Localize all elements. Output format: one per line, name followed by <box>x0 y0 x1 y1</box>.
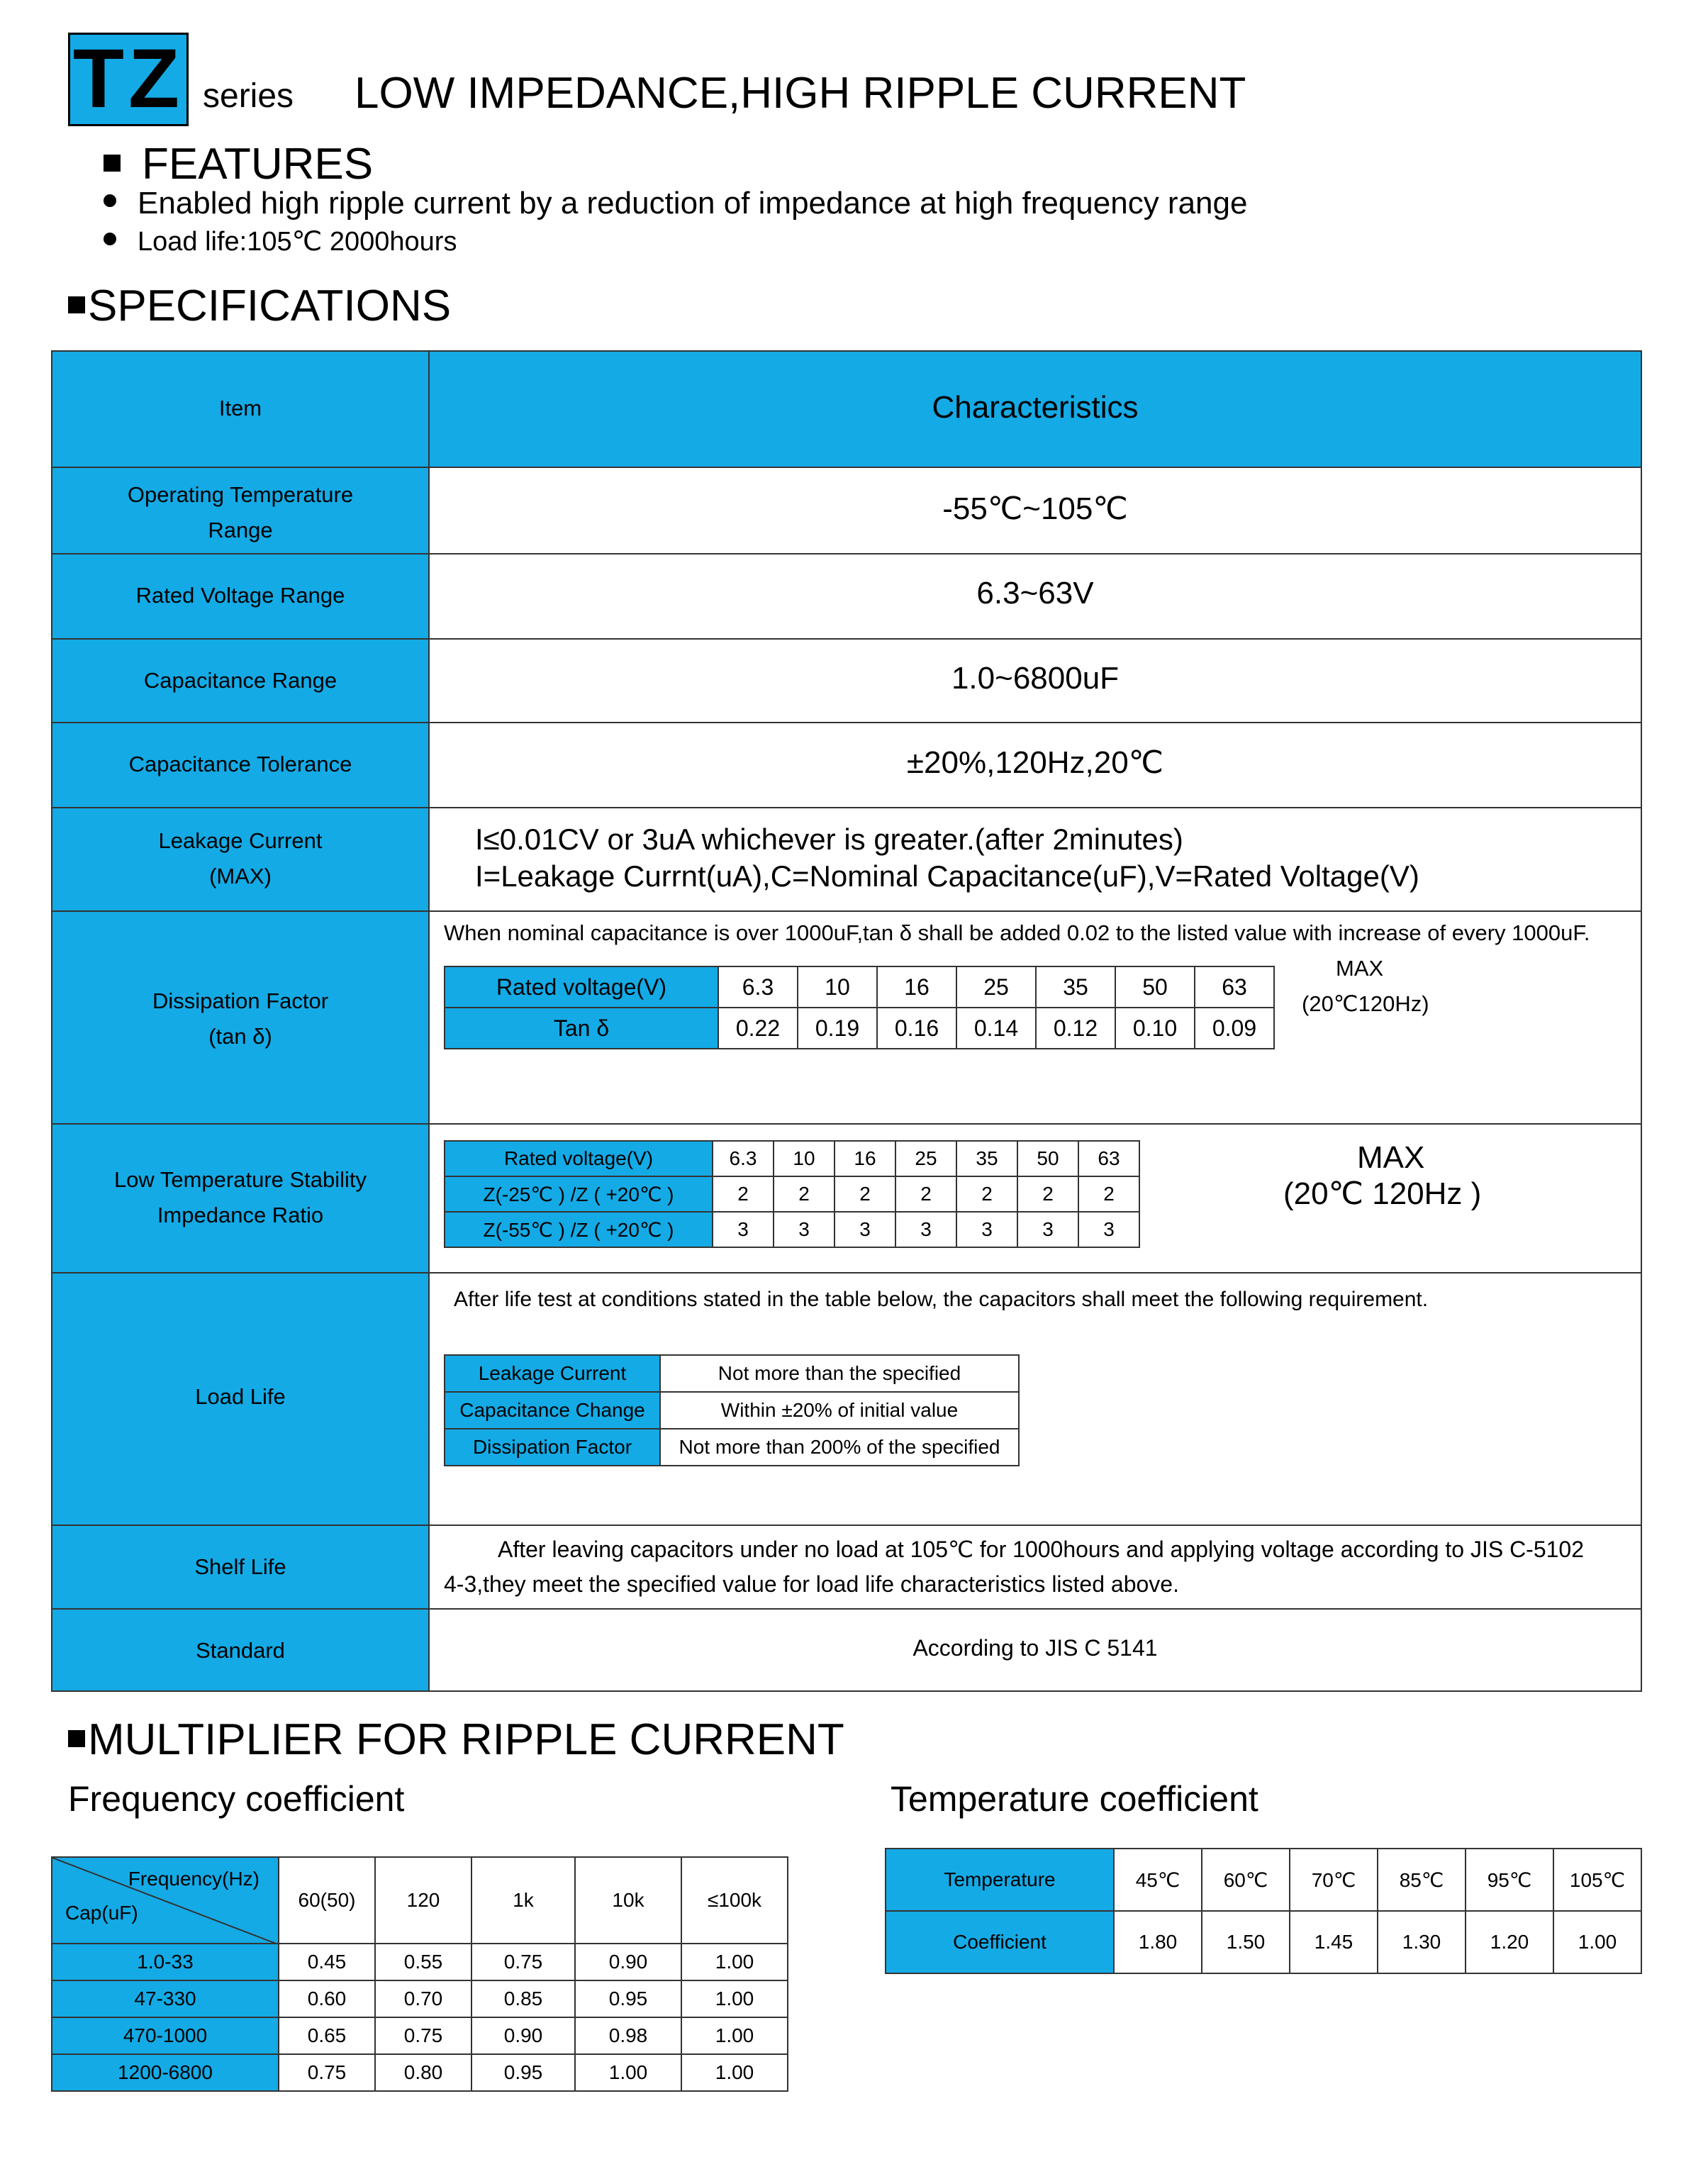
table-cell: 16 <box>835 1141 895 1176</box>
dissipation-condition: (20℃120Hz) <box>1302 991 1429 1016</box>
load-life-note: After life test at conditions stated in the table below, the capacitors shall meet the following requirement. <box>454 1288 1429 1311</box>
table-cell: Z(-25℃ ) /Z ( +20℃ ) <box>445 1176 713 1212</box>
table-cell: 25 <box>956 966 1036 1008</box>
frequency-coefficient-title: Frequency coefficient <box>68 1779 405 1819</box>
table-cell: 1.00 <box>681 1980 788 2017</box>
low-temp-label-2: Impedance Ratio <box>157 1203 324 1227</box>
table-cell: 0.98 <box>575 2017 681 2054</box>
table-cell: 3 <box>1078 1212 1139 1247</box>
table-cell: Rated voltage(V) <box>445 966 718 1008</box>
row-divider <box>52 807 1641 808</box>
table-cell: 0.95 <box>575 1980 681 2017</box>
table-cell: 3 <box>895 1212 956 1247</box>
dissipation-label-2: (tan δ) <box>208 1024 272 1049</box>
table-header: 120 <box>375 1857 471 1944</box>
capacitance-range-value: 1.0~6800uF <box>951 661 1120 696</box>
table-header: 60(50) <box>279 1857 375 1944</box>
dissipation-label: Dissipation Factor <box>152 988 329 1013</box>
table-cell: Not more than the specified <box>660 1355 1019 1392</box>
feature-item <box>104 186 1247 221</box>
square-bullet-icon <box>68 1730 85 1747</box>
table-cell: 6.3 <box>713 1141 774 1176</box>
load-life-table <box>444 1354 1020 1466</box>
row-divider <box>52 1608 1641 1610</box>
table-row <box>52 2054 788 2091</box>
table-cell: 2 <box>956 1176 1017 1212</box>
low-temp-table <box>444 1140 1140 1248</box>
table-cell: 2 <box>1078 1176 1139 1212</box>
series-logo: TZ <box>68 33 189 126</box>
row-divider <box>52 1123 1641 1125</box>
specifications-table <box>51 350 1642 1692</box>
row-divider <box>52 1525 1641 1526</box>
table-cell: 0.95 <box>471 2054 575 2091</box>
table-cell: Not more than 200% of the specified <box>660 1429 1019 1466</box>
table-cell: 0.12 <box>1036 1008 1115 1049</box>
table-cell: 0.75 <box>279 2054 375 2091</box>
leakage-label-2: (MAX) <box>209 864 272 888</box>
load-life-label: Load Life <box>195 1384 286 1409</box>
row-divider <box>52 1272 1641 1273</box>
table-header: 45℃ <box>1114 1849 1202 1911</box>
leakage-formula: I≤0.01CV or 3uA whichever is greater.(after 2minutes) <box>475 823 1183 856</box>
series-label: series <box>203 77 294 115</box>
operating-temp-value: -55℃~105℃ <box>942 491 1128 526</box>
table-row <box>52 1980 788 2017</box>
table-row <box>445 1176 1139 1212</box>
features-heading <box>104 139 373 189</box>
capacitance-tolerance-label: Capacitance Tolerance <box>128 752 352 776</box>
table-cell: 0.85 <box>471 1980 575 2017</box>
table-cell: 0.45 <box>279 1944 375 1980</box>
bullet-icon <box>104 233 116 245</box>
feature-text: Load life:105℃ 2000hours <box>138 227 457 257</box>
table-cell: Z(-55℃ ) /Z ( +20℃ ) <box>445 1212 713 1247</box>
capacitance-tolerance-value: ±20%,120Hz,20℃ <box>906 745 1164 780</box>
table-row <box>52 2017 788 2054</box>
table-cell: 1.0-33 <box>52 1944 279 1980</box>
table-cell: 1.50 <box>1202 1911 1290 1973</box>
table-header: 95℃ <box>1466 1849 1553 1911</box>
leakage-legend: I=Leakage Currnt(uA),C=Nominal Capacitance(uF),V=Rated Voltage(V) <box>475 859 1419 893</box>
table-row <box>445 1429 1019 1466</box>
row-divider <box>52 638 1641 640</box>
square-bullet-icon <box>68 296 85 313</box>
table-cell: 3 <box>713 1212 774 1247</box>
table-cell: Rated voltage(V) <box>445 1141 713 1176</box>
table-cell: 50 <box>1017 1141 1078 1176</box>
dissipation-note: When nominal capacitance is over 1000uF,tan δ shall be added 0.02 to the listed value with increase of every 1000uF. <box>444 920 1590 945</box>
standard-label: Standard <box>196 1638 285 1663</box>
table-cell: 1.00 <box>575 2054 681 2091</box>
table-cell: 0.60 <box>279 1980 375 2017</box>
table-cell: 3 <box>835 1212 895 1247</box>
table-cell: 1.80 <box>1114 1911 1202 1973</box>
low-temp-max: MAX <box>1357 1140 1425 1175</box>
table-cell: 1.30 <box>1378 1911 1466 1973</box>
table-row <box>445 1008 1274 1049</box>
bullet-icon <box>104 194 116 207</box>
table-row <box>445 1392 1019 1429</box>
table-cell: Tan δ <box>445 1008 718 1049</box>
table-cell: 50 <box>1115 966 1195 1008</box>
table-row <box>52 1857 788 1944</box>
table-header: 70℃ <box>1290 1849 1378 1911</box>
table-cell: 3 <box>774 1212 835 1247</box>
row-divider <box>52 553 1641 554</box>
cap-axis-label: Cap(uF) <box>65 1902 138 1924</box>
table-cell: 6.3 <box>718 966 798 1008</box>
square-bullet-icon <box>104 155 121 172</box>
table-cell: 0.10 <box>1115 1008 1195 1049</box>
table-row <box>52 1944 788 1980</box>
table-row <box>445 1355 1019 1392</box>
table-cell: 25 <box>895 1141 956 1176</box>
table-cell: 1.45 <box>1290 1911 1378 1973</box>
rated-voltage-label: Rated Voltage Range <box>135 583 345 608</box>
table-cell: 0.70 <box>375 1980 471 2017</box>
multiplier-title: MULTIPLIER FOR RIPPLE CURRENT <box>88 1715 844 1764</box>
table-cell: Dissipation Factor <box>445 1429 660 1466</box>
operating-temp-label-2: Range <box>208 518 273 542</box>
table-cell: 35 <box>1036 966 1115 1008</box>
shelf-life-line-2: 4-3,they meet the specified value for load life characteristics listed above. <box>444 1571 1179 1597</box>
table-cell: 470-1000 <box>52 2017 279 2054</box>
frequency-axis-label: Frequency(Hz) <box>128 1868 259 1890</box>
table-header: 60℃ <box>1202 1849 1290 1911</box>
table-header: ≤100k <box>681 1857 788 1944</box>
table-cell: 10 <box>774 1141 835 1176</box>
table-cell: 2 <box>713 1176 774 1212</box>
operating-temp-label: Operating Temperature <box>127 482 354 507</box>
leakage-label: Leakage Current <box>158 828 323 853</box>
table-cell: 0.55 <box>375 1944 471 1980</box>
table-cell: 0.75 <box>471 1944 575 1980</box>
standard-value: According to JIS C 5141 <box>912 1635 1158 1661</box>
multiplier-heading <box>68 1715 844 1765</box>
table-cell: 3 <box>956 1212 1017 1247</box>
page-title: LOW IMPEDANCE,HIGH RIPPLE CURRENT <box>355 69 1246 118</box>
table-cell: 0.90 <box>471 2017 575 2054</box>
table-cell: 1.00 <box>681 1944 788 1980</box>
row-divider <box>52 467 1641 468</box>
table-cell: 35 <box>956 1141 1017 1176</box>
shelf-life-label: Shelf Life <box>194 1554 286 1579</box>
temperature-coefficient-title: Temperature coefficient <box>891 1779 1258 1819</box>
table-row <box>445 1141 1139 1176</box>
dissipation-max: MAX <box>1336 956 1384 981</box>
dissipation-table <box>444 966 1275 1049</box>
feature-item <box>104 225 457 257</box>
table-row <box>886 1849 1641 1911</box>
specifications-heading <box>68 281 451 331</box>
table-cell: 0.09 <box>1195 1008 1274 1049</box>
shelf-life-line-1: After leaving capacitors under no load at 105℃ for 1000hours and applying voltage according to JIS C-5102 <box>498 1537 1585 1562</box>
table-row <box>886 1911 1641 1973</box>
table-cell: 2 <box>1017 1176 1078 1212</box>
table-cell: 0.22 <box>718 1008 798 1049</box>
frequency-table <box>51 1856 788 2092</box>
table-cell: 0.19 <box>798 1008 877 1049</box>
features-title: FEATURES <box>142 140 374 189</box>
table-header: 10k <box>575 1857 681 1944</box>
row-divider <box>52 910 1641 912</box>
table-cell: 63 <box>1195 966 1274 1008</box>
table-cell: 0.65 <box>279 2017 375 2054</box>
table-cell: 0.75 <box>375 2017 471 2054</box>
capacitance-range-label: Capacitance Range <box>143 668 337 693</box>
table-cell: 1.00 <box>681 2054 788 2091</box>
table-header: 85℃ <box>1378 1849 1466 1911</box>
table-header: 105℃ <box>1553 1849 1641 1911</box>
table-cell: 3 <box>1017 1212 1078 1247</box>
specifications-title: SPECIFICATIONS <box>88 282 452 330</box>
characteristics-header: Characteristics <box>932 390 1139 425</box>
table-cell: Capacitance Change <box>445 1392 660 1429</box>
low-temp-condition: (20℃ 120Hz ) <box>1283 1176 1482 1211</box>
table-cell: 2 <box>774 1176 835 1212</box>
table-cell: 63 <box>1078 1141 1139 1176</box>
table-row <box>445 1212 1139 1247</box>
table-header: 1k <box>471 1857 575 1944</box>
temperature-table <box>885 1848 1642 1974</box>
table-row <box>445 966 1274 1008</box>
table-cell: 1.00 <box>1553 1911 1641 1973</box>
table-cell: Leakage Current <box>445 1355 660 1392</box>
table-cell: Coefficient <box>886 1911 1114 1973</box>
table-cell: 10 <box>798 966 877 1008</box>
table-cell: Temperature <box>886 1849 1114 1911</box>
table-cell: 1.20 <box>1466 1911 1553 1973</box>
table-cell: 1200-6800 <box>52 2054 279 2091</box>
rated-voltage-value: 6.3~63V <box>976 576 1094 611</box>
item-header: Item <box>218 396 262 420</box>
corner-cell <box>52 1857 279 1944</box>
table-cell: 1.00 <box>681 2017 788 2054</box>
table-cell: 47-330 <box>52 1980 279 2017</box>
table-cell: Within ±20% of initial value <box>660 1392 1019 1429</box>
table-cell: 0.14 <box>956 1008 1036 1049</box>
table-cell: 0.16 <box>877 1008 956 1049</box>
row-divider <box>52 722 1641 723</box>
table-cell: 2 <box>835 1176 895 1212</box>
table-cell: 16 <box>877 966 956 1008</box>
low-temp-label: Low Temperature Stability <box>113 1167 367 1192</box>
table-cell: 0.80 <box>375 2054 471 2091</box>
table-cell: 0.90 <box>575 1944 681 1980</box>
feature-text: Enabled high ripple current by a reduction of impedance at high frequency range <box>138 186 1248 221</box>
table-cell: 2 <box>895 1176 956 1212</box>
